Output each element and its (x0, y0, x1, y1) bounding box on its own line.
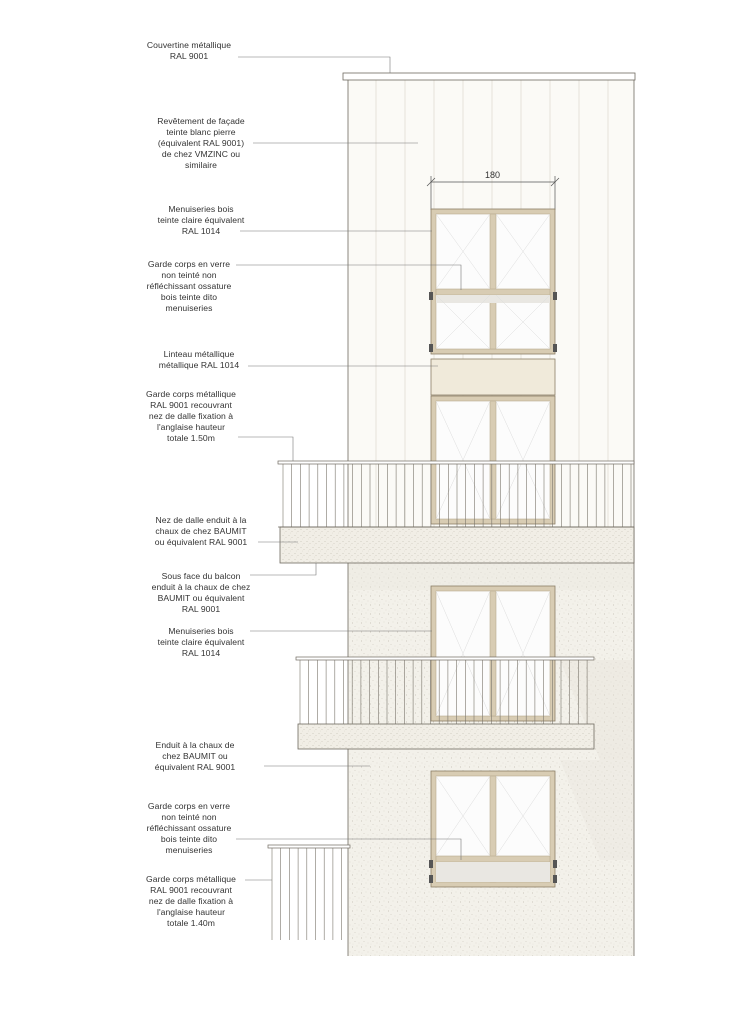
window-lower (429, 771, 557, 887)
label-menuiseries-2: Menuiseries bois teinte claire équivalent RAL 1014 (157, 626, 245, 658)
label-linteau: Linteau métallique métallique RAL 1014 (158, 349, 240, 370)
label-couvertine: Couvertine métallique RAL 9001 (146, 40, 232, 61)
dimension-label: 180 (485, 170, 501, 180)
label-enduit: Enduit à la chaux de chez BAUMIT ou équivalent RAL 9001 (154, 740, 236, 772)
label-sous-face: Sous face du balcon enduit à la chaux de chez BAUMIT ou équivalent RAL 9001 (151, 571, 251, 614)
label-garde-corps-metal-1: Garde corps métallique RAL 9001 recouvrant nez de dalle fixation à l'anglaise hauteur totale 1.50m (146, 389, 236, 443)
balcony-slab-2 (298, 724, 594, 749)
label-garde-corps-verre-2: Garde corps en verre non teinté non réfléchissant ossature bois teinte dito menuiseries (146, 801, 232, 855)
balcony-slab-1 (278, 527, 634, 563)
label-revetement: Revêtement de façade teinte blanc pierre (équivalent RAL 9001) de chez VMZINC ou similaire (157, 116, 245, 170)
lintel (431, 359, 555, 395)
window-balcony-1 (431, 396, 555, 524)
window-upper (429, 209, 557, 354)
label-garde-corps-metal-2: Garde corps métallique RAL 9001 recouvrant nez de dalle fixation à l'anglaise hauteur totale 1.40m (146, 874, 236, 928)
roof-coping (343, 73, 635, 80)
label-garde-corps-verre-1: Garde corps en verre non teinté non réfléchissant ossature bois teinte dito menuiseries (146, 259, 232, 313)
label-menuiseries-1: Menuiseries bois teinte claire équivalent RAL 1014 (157, 204, 245, 236)
label-nez-dalle: Nez de dalle enduit à la chaux de chez BAUMIT ou équivalent RAL 9001 (154, 515, 248, 547)
window-balcony-2 (431, 586, 555, 721)
